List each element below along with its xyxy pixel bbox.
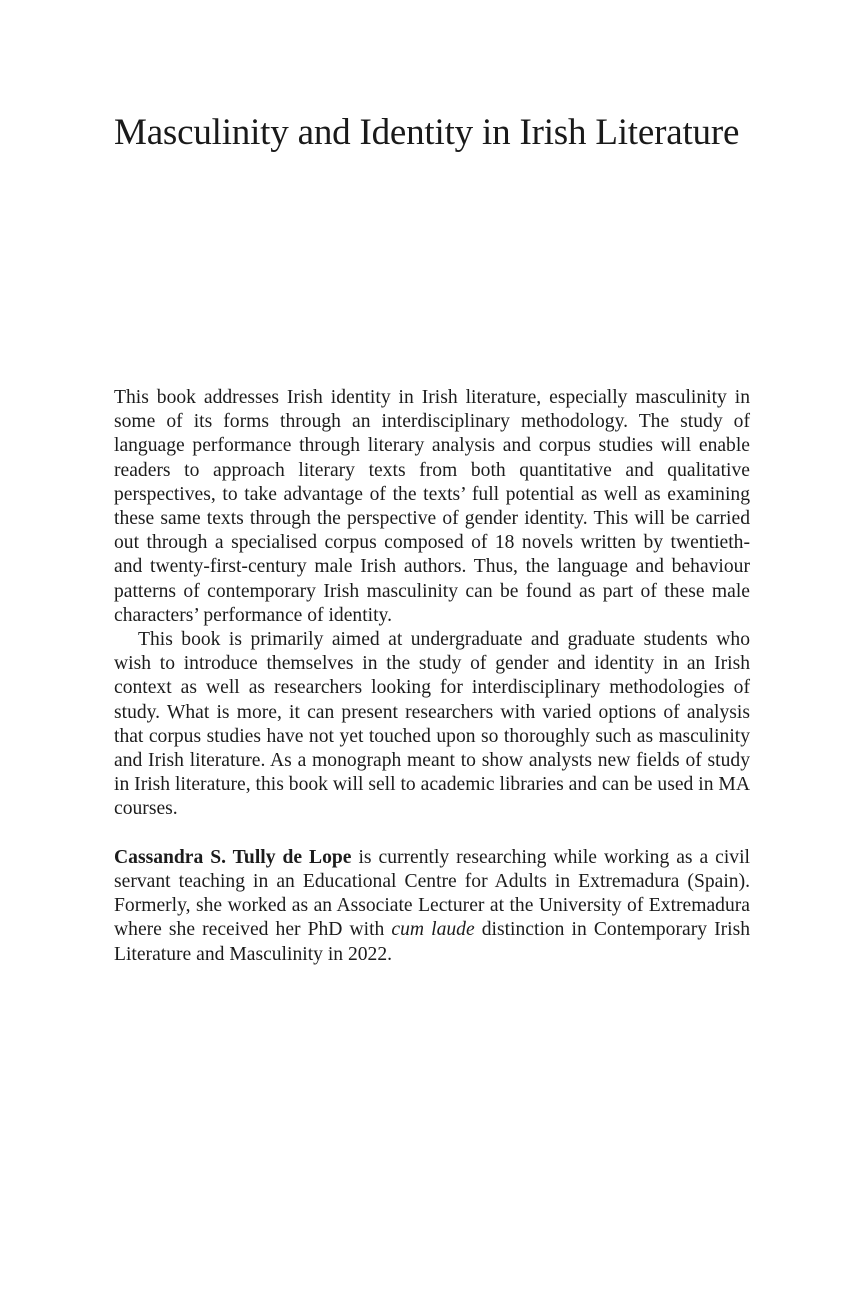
author-bio-text: is currently researching while working as a civil servant teaching in an Educational Centre for Adults in Extremadura (Spain). Formerly, she worked as an Associate Lecturer at the University of Extremadura where she received her PhD with [114,846,750,941]
author-bio [114,846,750,967]
author-bio-text-end: distinction in Contemporary Irish Literature and Masculinity in 2022. [114,919,750,965]
blurb-paragraph-2: This book is primarily aimed at undergraduate and graduate students who wish to introduce themselves in the study of gender and identity in an Irish context as well as researchers looking for interdisciplinary methodologies of study. What is more, it can present researchers with varied options of analysis that corpus studies have not yet touched upon so thoroughly such as masculinity and Irish literature. As a monograph meant to show analysts new fields of study in Irish literature, this book will sell to academic libraries and can be used in MA courses. [114,629,750,820]
blurb-paragraph-1: This book addresses Irish identity in Irish literature, especially masculinity in some of its forms through an interdisciplinary methodology. The study of language performance through literary analysis and corpus studies will enable readers to approach literary texts from both quantitative and qualitative perspectives, to take advantage of the texts’ full potential as well as examining these same texts through the perspective of gender identity. This will be carried out through a specialised corpus composed of 18 novels written by twentieth- and twenty-first-century male Irish authors. Thus, the language and behaviour patterns of contemporary Irish masculinity can be found as part of these male characters’ performance of identity. [114,387,750,626]
book-description [114,386,750,967]
distinction-emphasis: cum laude [391,919,475,941]
author-name: Cassandra S. Tully de Lope [114,846,352,868]
book-title: Masculinity and Identity in Irish Literature [114,112,740,153]
